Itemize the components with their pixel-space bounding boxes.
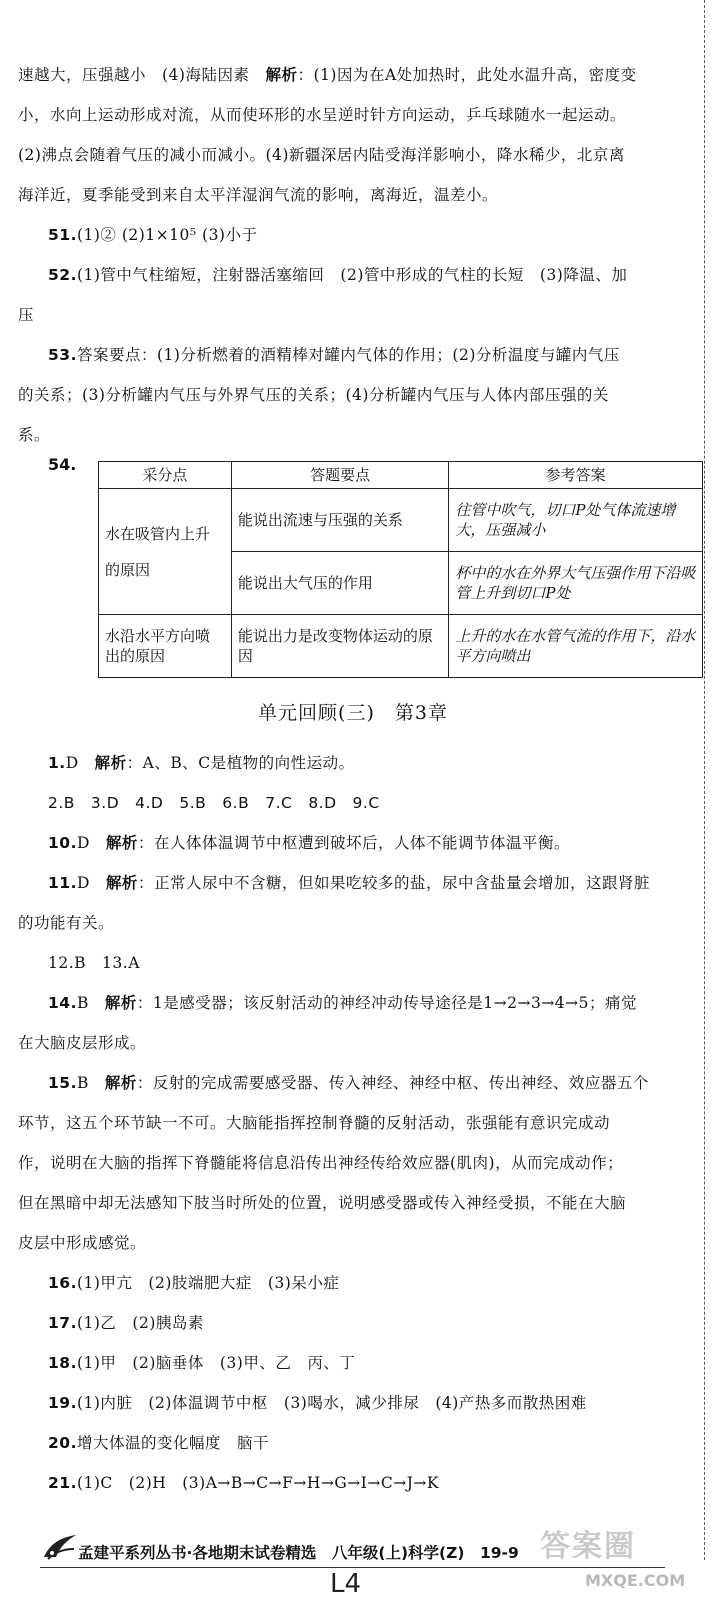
series-label: 孟建平系列丛书·各地期末试卷精选 八年级(上)科学(Z) 19-9: [78, 1544, 519, 1562]
choice: B: [76, 1074, 89, 1092]
watermark-url: MXQE.COM: [585, 1571, 686, 1590]
question-number: 19.: [48, 1394, 77, 1412]
question-51: [18, 215, 688, 255]
text: 速越大，压强越小 (4)海陆因素: [18, 66, 266, 84]
answer-text: 答案要点：(1)分析燃着的酒精棒对罐内气体的作用；(2)分析温度与罐内气压: [76, 346, 620, 364]
reference-answer-cell: 往管中吹气，切口P处气体流速增大，压强减小: [449, 489, 703, 552]
question-number: 10.: [48, 834, 77, 852]
answer-15-cont-4: 皮层中形成感觉。: [18, 1234, 147, 1252]
scoring-point-cell: 水在吸管内上升的原因: [99, 489, 232, 615]
answer-19: [18, 1383, 688, 1423]
answer-text: ：A、B、C是植物的向性运动。: [126, 754, 355, 772]
reference-answer-cell: 杯中的水在外界大气压强作用下沿吸管上升到切口P处: [449, 552, 703, 615]
table-row: [99, 489, 703, 552]
question-number: 11.: [48, 874, 77, 892]
footer-rule: [40, 1567, 665, 1568]
answer-14: [18, 983, 688, 1023]
answer-1: [18, 743, 688, 783]
answer-text: (1)甲 (2)脑垂体 (3)甲、乙 丙、丁: [76, 1354, 356, 1372]
column-header: 参考答案: [449, 462, 703, 489]
table-row: [99, 615, 703, 678]
choice: D: [76, 834, 90, 852]
table-header-row: [99, 462, 703, 489]
answer-text: ：在人体体温调节中枢遭到破坏后，人体不能调节体温平衡。: [137, 834, 570, 852]
answer-20: [18, 1423, 688, 1463]
answer-11: [18, 863, 688, 903]
bird-logo-icon: [40, 1523, 80, 1565]
reference-answer-cell: 上升的水在水管气流的作用下，沿水平方向喷出: [449, 615, 703, 678]
analysis-label: 解析: [105, 874, 138, 892]
line-4: 海洋近，夏季能受到来自太平洋湿润气流的影响，离海近，温差小。: [18, 186, 499, 204]
question-number: 20.: [48, 1434, 77, 1452]
answer-text: (1)乙 (2)胰岛素: [76, 1314, 204, 1332]
answer-text: (1)② (2)1×10⁵ (3)小于: [76, 226, 258, 244]
answer-text: ：正常人尿中不含糖，但如果吃较多的盐，尿中含盐量会增加，这跟肾脏: [137, 874, 650, 892]
question-52: [18, 255, 688, 295]
answer-text: 增大体温的变化幅度 脑干: [76, 1434, 269, 1452]
question-52-cont: 压: [18, 306, 35, 324]
answer-15: [18, 1063, 688, 1103]
question-number: 1.: [48, 754, 66, 772]
text: ：(1)因为在A处加热时，此处水温升高，密度变: [297, 66, 637, 84]
answer-text: ：反射的完成需要感受器、传入神经、神经中枢、传出神经、效应器五个: [136, 1074, 649, 1092]
question-number: 54.: [48, 455, 77, 474]
line-3: (2)沸点会随着气压的减小而减小。(4)新疆深居内陆受海洋影响小，降水稀少，北京离: [18, 146, 625, 164]
unit-review-section: [18, 675, 688, 1503]
answers-12-13: 12.B 13.A: [48, 954, 140, 972]
column-header: 采分点: [99, 462, 232, 489]
line-2: 小，水向上运动形成对流，从而使环形的水呈逆时针方向运动，乒乓球随水一起运动。: [18, 106, 627, 124]
answer-16: [18, 1263, 688, 1303]
analysis-label: 解析: [104, 994, 137, 1012]
choice: D: [76, 874, 90, 892]
scoring-point-cell: 水沿水平方向喷出的原因: [99, 615, 232, 678]
answer-15-cont-1: 环节，这五个环节缺一不可。大脑能指挥控制脊髓的反射活动，张强能有意识完成动: [18, 1114, 611, 1132]
answer-17: [18, 1303, 688, 1343]
question-number: 53.: [48, 346, 77, 364]
question-53-cont-2: 系。: [18, 426, 51, 444]
answer-text: (1)甲亢 (2)肢端肥大症 (3)呆小症: [76, 1274, 340, 1292]
answer-text: (1)C (2)H (3)A→B→C→F→H→G→I→C→J→K: [76, 1474, 439, 1492]
question-number: 21.: [48, 1474, 77, 1492]
choice: D: [65, 754, 79, 772]
section-title: 单元回顾(三) 第3章: [258, 702, 448, 724]
answer-11-cont: 的功能有关。: [18, 914, 115, 932]
watermark: 答案圈: [540, 1529, 636, 1564]
choice: B: [76, 994, 89, 1012]
analysis-label: 解析: [105, 834, 138, 852]
answer-text: (1)管中气柱缩短，注射器活塞缩回 (2)管中形成的气柱的长短 (3)降温、加: [76, 266, 628, 284]
question-number: 16.: [48, 1274, 77, 1292]
answer-text: (1)内脏 (2)体温调节中枢 (3)喝水，减少排尿 (4)产热多而散热困难: [76, 1394, 587, 1412]
question-number: 18.: [48, 1354, 77, 1372]
analysis-label: 解析: [94, 754, 127, 772]
answer-text: ：1是感受器；该反射活动的神经冲动传导途径是1→2→3→4→5；痛觉: [136, 994, 638, 1012]
question-54: [18, 453, 708, 665]
answer-14-cont: 在大脑皮层形成。: [18, 1034, 147, 1052]
answer-10: [18, 823, 688, 863]
line-1: [18, 55, 688, 95]
answer-15-cont-2: 作，说明在大脑的指挥下脊髓能将信息沿传出神经传给效应器(肌肉)，从而完成动作；: [18, 1154, 624, 1172]
question-number: 17.: [48, 1314, 77, 1332]
answer-21: [18, 1463, 688, 1503]
question-number: 51.: [48, 226, 77, 244]
cut-line: [704, 0, 705, 1560]
page-number: L4: [330, 1569, 362, 1599]
column-header: 答题要点: [231, 462, 448, 489]
question-53: [18, 335, 688, 375]
analysis-label: 解析: [265, 66, 298, 84]
answer-content: [18, 55, 688, 455]
analysis-label: 解析: [104, 1074, 137, 1092]
key-point-cell: 能说出流速与压强的关系: [231, 489, 448, 552]
question-53-cont-1: 的关系；(3)分析罐内气压与外界气压的关系；(4)分析罐内气压与人体内部压强的关: [18, 386, 609, 404]
page-footer: [0, 1515, 715, 1600]
question-number: 14.: [48, 994, 77, 1012]
question-number: 15.: [48, 1074, 77, 1092]
answer-18: [18, 1343, 688, 1383]
scoring-table: [98, 461, 703, 678]
key-point-cell: 能说出力是改变物体运动的原因: [231, 615, 448, 678]
answer-15-cont-3: 但在黑暗中却无法感知下肢当时所处的位置，说明感受器或传入神经受损，不能在大脑: [18, 1194, 627, 1212]
key-point-cell: 能说出大气压的作用: [231, 552, 448, 615]
answers-2-9: 2.B 3.D 4.D 5.B 6.B 7.C 8.D 9.C: [48, 794, 380, 812]
question-number: 52.: [48, 266, 77, 284]
